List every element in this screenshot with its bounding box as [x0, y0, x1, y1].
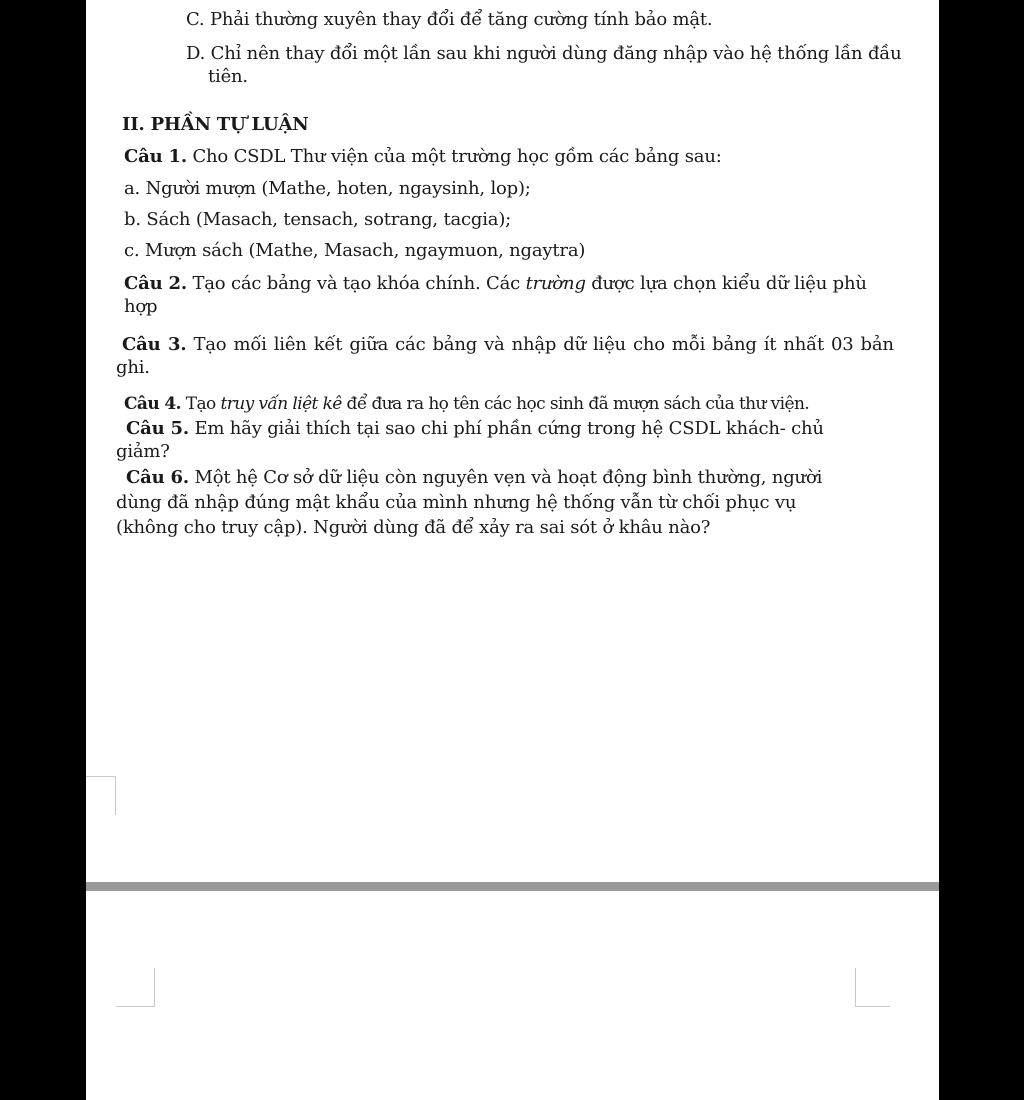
question-1-text: Cho CSDL Thư viện của một trường học gồm các bảng sau:: [186, 146, 722, 167]
question-3: [122, 334, 894, 356]
option-d-line1: D. Chỉ nên thay đổi một lần sau khi người dùng đăng nhập vào hệ thống lần đầu: [186, 43, 902, 64]
question-6-line2: dùng đã nhập đúng mật khẩu của mình nhưng hệ thống vẫn từ chối phục vụ: [116, 492, 797, 513]
question-2-text-a: Tạo các bảng và tạo khóa chính. Các: [186, 273, 526, 294]
question-1-item-b: b. Sách (Masach, tensach, sotrang, tacgia);: [124, 209, 512, 230]
question-6-text: Một hệ Cơ sở dữ liệu còn nguyên vẹn và hoạt động bình thường, người: [188, 467, 823, 488]
question-3-text: Tạo mối liên kết giữa các bảng và nhập dữ liệu cho mỗi bảng ít nhất 03 bản: [186, 334, 894, 355]
section-heading: II. PHẦN TỰ LUẬN: [122, 114, 309, 135]
page-separator: [86, 882, 939, 891]
option-d-line2: tiên.: [208, 66, 248, 87]
crop-mark-left-page1: [86, 776, 116, 815]
question-1-item-a: a. Người mượn (Mathe, hoten, ngaysinh, lop);: [124, 178, 531, 199]
question-6-line3: (không cho truy cập). Người dùng đã để xảy ra sai sót ở khâu nào?: [116, 517, 711, 538]
question-2: [124, 273, 867, 295]
question-3-label: Câu 3.: [122, 334, 187, 355]
crop-mark-bottom-left-page2: [116, 968, 155, 1007]
question-5-line2: giảm?: [116, 441, 170, 462]
question-5-text: Em hãy giải thích tại sao chi phí phần cứng trong hệ CSDL khách- chủ: [188, 418, 824, 439]
question-2-label: Câu 2.: [124, 273, 187, 294]
question-2-italic: trường: [525, 273, 586, 294]
question-4-label: Câu 4.: [124, 394, 181, 414]
crop-mark-bottom-right-page2: [855, 968, 890, 1007]
question-6-label: Câu 6.: [126, 467, 189, 488]
question-1: [124, 146, 722, 168]
question-5: [126, 418, 824, 440]
question-1-label: Câu 1.: [124, 146, 187, 167]
question-4-text-b: để đưa ra họ tên các học sinh đã mượn sách của thư viện.: [341, 394, 810, 414]
question-6: [126, 467, 822, 489]
question-3-line2: ghi.: [116, 357, 150, 378]
question-5-label: Câu 5.: [126, 418, 189, 439]
question-4: [124, 393, 809, 415]
question-4-italic: truy vấn liệt kê: [220, 394, 342, 414]
question-2-text-b: được lựa chọn kiểu dữ liệu phù: [585, 273, 867, 294]
question-4-text-a: Tạo: [180, 394, 221, 414]
question-2-line2: hợp: [124, 296, 158, 317]
option-c: C. Phải thường xuyên thay đổi để tăng cường tính bảo mật.: [186, 9, 713, 30]
document-page-2: [86, 891, 939, 1100]
question-1-item-c: c. Mượn sách (Mathe, Masach, ngaymuon, ngaytra): [124, 240, 586, 261]
